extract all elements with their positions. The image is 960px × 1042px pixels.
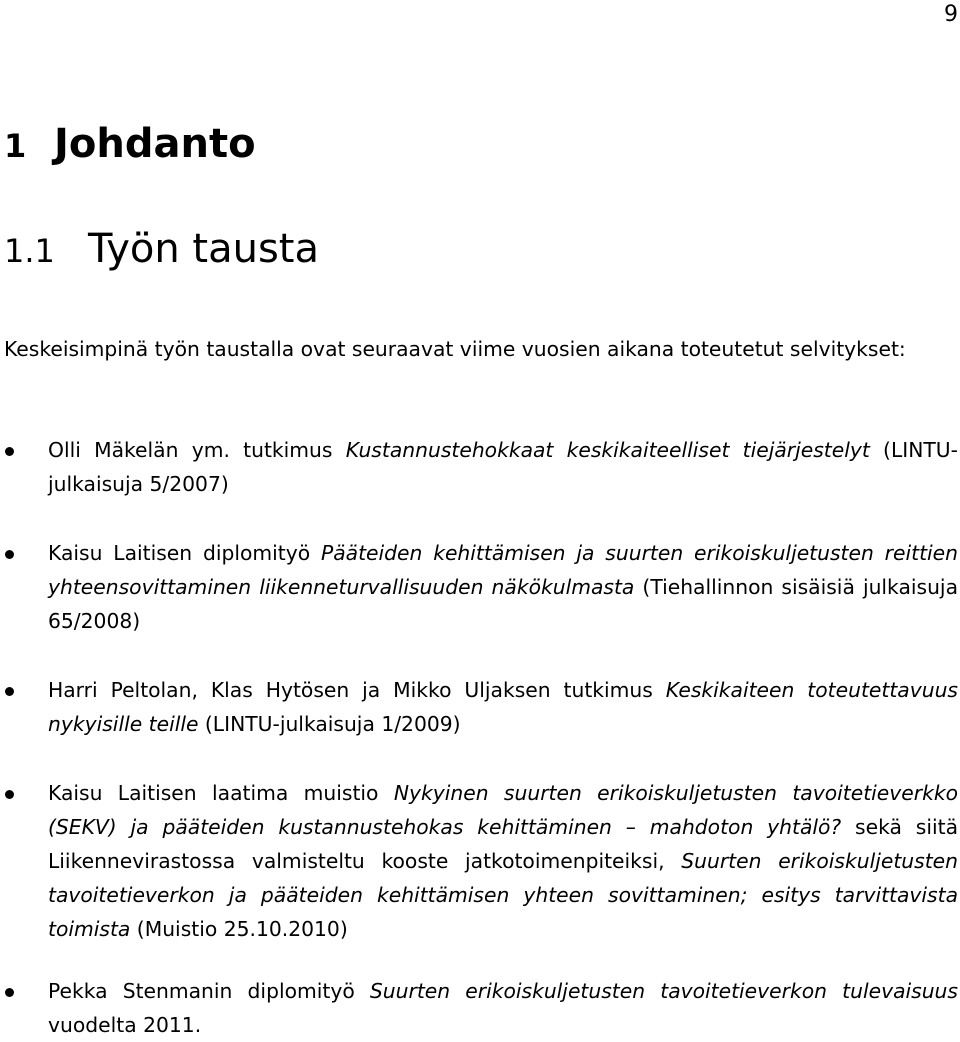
bullet-icon xyxy=(5,790,14,799)
text-run: Pekka Stenmanin diplomityö xyxy=(48,979,370,1003)
text-run: Olli Mäkelän ym. tutkimus xyxy=(48,438,346,462)
list-item-text xyxy=(48,673,958,741)
text-run: Harri Peltolan, Klas Hytösen ja Mikko Uljaksen tutkimus xyxy=(48,678,666,702)
text-run: (Tiehallinnon sisäisiä julkaisuja 65/2008) xyxy=(48,575,958,633)
text-run: sekä siitä Liikennevirastossa valmisteltu kooste jatkotoimenpiteiksi, xyxy=(48,815,958,873)
text-run: vuodelta 2011. xyxy=(48,1013,202,1037)
italic-title: Keskikaiteen toteutettavuus nykyisille teille xyxy=(48,678,958,736)
text-run: (Muistio 25.10.2010) xyxy=(130,917,348,941)
bullet-icon xyxy=(5,988,14,997)
page-number: 9 xyxy=(944,2,958,27)
text-run: Kaisu Laitisen laatima muistio xyxy=(48,781,394,805)
bullet-icon xyxy=(5,687,14,696)
chapter-heading xyxy=(4,118,256,172)
text-run: (LINTU-julkaisuja 5/2007) xyxy=(48,438,958,496)
list-item-text xyxy=(48,974,958,1042)
list-item-text xyxy=(48,776,958,946)
italic-title: Suurten erikoiskuljetusten tavoitetieverkon tulevaisuus xyxy=(369,979,958,1003)
text-run: Kaisu Laitisen diplomityö xyxy=(48,541,321,565)
chapter-title: Johdanto xyxy=(54,121,256,167)
list-item-text xyxy=(48,536,958,638)
intro-paragraph: Keskeisimpinä työn taustalla ovat seuraavat viime vuosien aikana toteutetut selvitykset: xyxy=(4,337,906,361)
italic-title: Suurten erikoiskuljetusten tavoitetieverkon ja pääteiden kehittämisen yhteen sovittaminen; esitys tarvittavista toimista xyxy=(48,849,958,941)
chapter-number: 1 xyxy=(4,127,27,165)
section-title: Työn tausta xyxy=(88,226,319,272)
section-number: 1.1 xyxy=(4,232,55,270)
italic-title: Kustannustehokkaat keskikaiteelliset tiejärjestelyt xyxy=(345,438,870,462)
bullet-icon xyxy=(5,550,14,559)
text-run: (LINTU-julkaisuja 1/2009) xyxy=(198,712,461,736)
list-item-text xyxy=(48,433,958,501)
bullet-icon xyxy=(5,447,14,456)
italic-title: Pääteiden kehittämisen ja suurten erikoiskuljetusten reittien yhteensovittaminen liikenneturvallisuuden näkökulmasta xyxy=(48,541,959,599)
italic-title: Nykyinen suurten erikoiskuljetusten tavoitetieverkko (SEKV) ja pääteiden kustannustehokas kehittäminen – mahdoton yhtälö? xyxy=(48,781,958,839)
section-heading xyxy=(4,222,319,278)
